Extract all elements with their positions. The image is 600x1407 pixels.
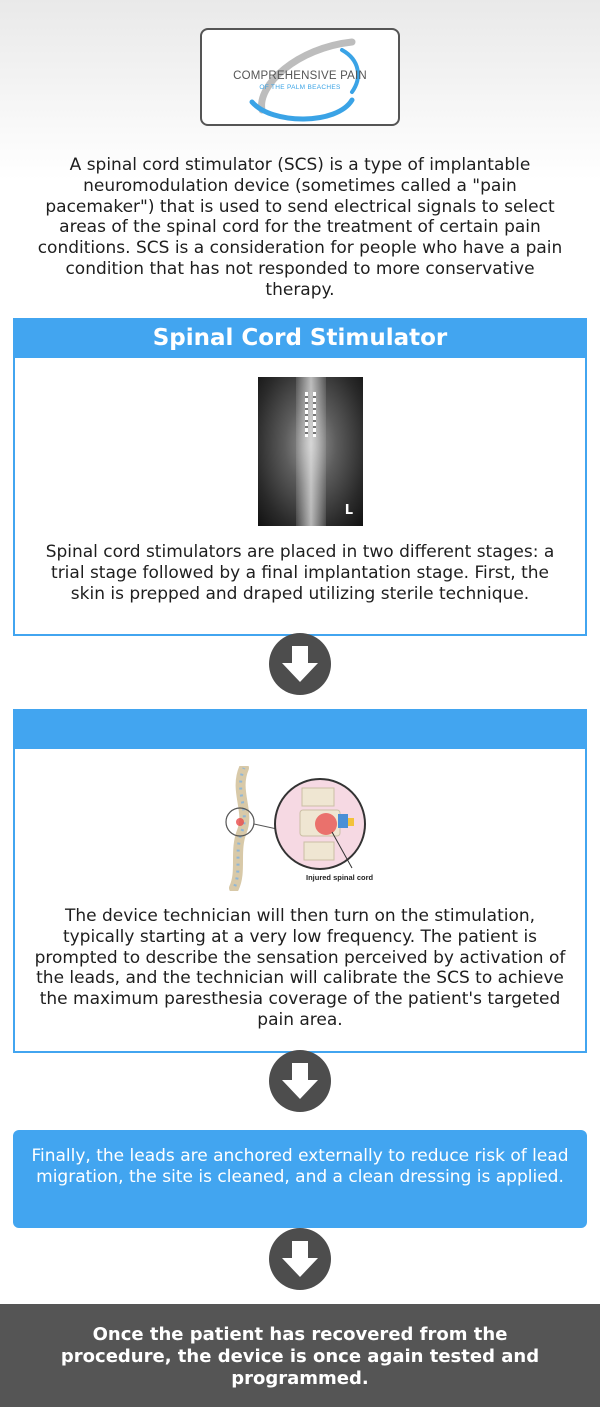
logo-title: COMPREHENSIVE PAIN [233,70,367,82]
arrow-down-circle-icon [268,1049,332,1113]
card-text: Spinal cord stimulators are placed in two different stages: a trial stage followed by a final implantation stage. First, the skin is prepped and draped utilizing sterile technique. [45,542,555,604]
xray-spine [296,377,326,526]
illustration-caption: Injured spinal cord [306,873,374,882]
arrow-down-circle-icon [268,632,332,696]
xray-label: L [344,503,353,518]
step-box-3 [13,1130,587,1228]
spine-column-icon [226,768,254,888]
step-text: Finally, the leads are anchored externally to reduce risk of lead migration, the site is cleaned, and a clean dressing is applied. [31,1146,569,1187]
step-card-1 [13,318,587,636]
logo [200,28,400,126]
intro-paragraph: A spinal cord stimulator (SCS) is a type of implantable neuromodulation device (sometimes called a "pain pacemaker") that is used to send electrical signals to select areas of the spinal cord for the treatment of certain pain conditions. SCS is a consideration for people who have a pain condition that has not responded to more conservative therapy. [37,155,563,300]
card-text: The device technician will then turn on the stimulation, typically starting at a very low frequency. The patient is prompted to describe the sensation perceived by activation of the leads, and the technician will calibrate the SCS to achieve the maximum paresthesia coverage of the patient's targeted pain area. [34,906,566,1030]
xray-lead-left [305,392,308,437]
xray-lead-right [313,392,316,437]
step-card-2 [13,709,587,1053]
arrow-down-circle-icon [268,1227,332,1291]
footer-text: Once the patient has recovered from the procedure, the device is once again tested and programmed. [60,1324,540,1389]
card-heading [13,709,587,749]
footer-banner [0,1304,600,1407]
card-heading: Spinal Cord Stimulator [13,318,587,358]
xray-image [258,377,363,526]
logo-subtitle: OF THE PALM BEACHES [259,84,341,91]
